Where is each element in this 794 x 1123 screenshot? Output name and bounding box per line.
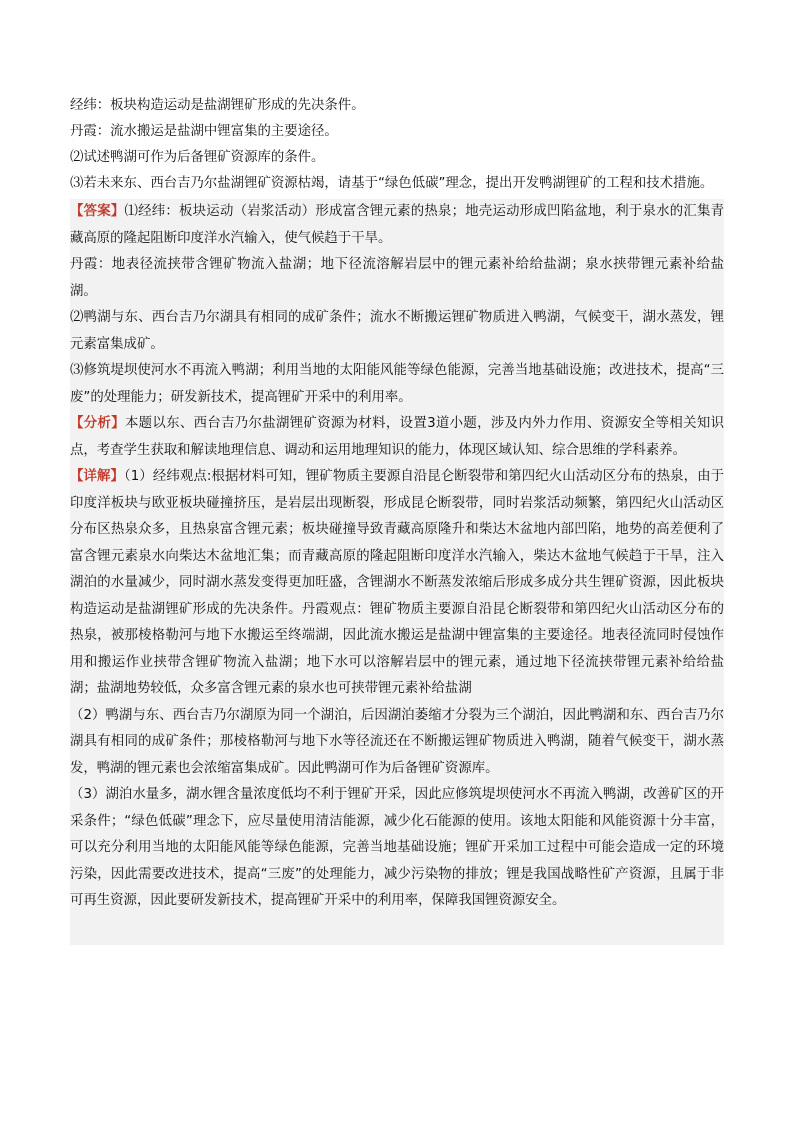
detail-text-1: （1）经纬观点:根据材料可知，锂矿物质主要源自沿昆仑断裂带和第四纪火山活动区分布的热泉，由于印度洋板块与欧亚板块碰撞挤压，是岩层出现断裂，形成昆仑断裂带，同时岩浆活动频繁，第四纪火山活动区分布区热泉众多，且热泉富含锂元素；板块碰撞导致青藏高原隆升和柴达木盆地内部凹陷，地势的高差便利了富含锂元素泉水向柴达木盆地汇集；而青藏高原的隆起阻断印度洋水汽输入，柴达木盆地气候趋于干旱，注入湖泊的水量减少，同时湖水蒸发变得更加旺盛，含锂湖水不断蒸发浓缩后形成多成分共生锂矿资源，因此板块构造运动是盐湖锂矿形成的先决条件。丹霞观点：锂矿物质主要源自沿昆仑断裂带和第四纪火山活动区分布的热泉，被那棱格勒河与地下水搬运至终端湖，因此流水搬运是盐湖中锂富集的主要途径。地表径流同时侵蚀作用和搬运作业挟带含锂矿物流入盐湖；地下水可以溶解岩层中的锂元素，通过地下径流挟带锂元素补给给盐湖；盐湖地势较低，众多富含锂元素的泉水也可挟带锂元素补给盐湖 <box>70 469 725 696</box>
question-3: ⑶若未来东、西台吉乃尔盐湖锂矿资源枯竭，请基于“绿色低碳”理念，提出开发鸭湖锂矿的工程和技术措施。 <box>70 176 714 191</box>
question-2: ⑵试述鸭湖可作为后备锂矿资源库的条件。 <box>70 150 325 165</box>
detail-paragraph-3: （3）湖泊水量多，湖水锂含量浓度低均不利于锂矿开采，因此应修筑堤坝使河水不再流入鸭湖，改善矿区的开采条件；“绿色低碳”理念下，应尽量使用清洁能源，减少化石能源的使用。该地太阳能和风能资源十分丰富，可以充分利用当地的太阳能风能等绿色能源，完善当地基础设施；锂矿开采加工过程中可能会造成一定的环境污染，因此需要改进技术，提高“三废”的处理能力，减少污染物的排放；锂是我国战略性矿产资源，且属于非可再生资源，因此要研发新技术，提高锂矿开采中的利用率，保障我国锂资源安全。 <box>70 787 724 908</box>
answer-paragraph-4: ⑶修筑堤坝使河水不再流入鸭湖；利用当地的太阳能风能等绿色能源，完善当地基础设施；改进技术，提高“三废”的处理能力；研发新技术，提高锂矿开采中的利用率。 <box>70 363 724 405</box>
detail-paragraph-2: （2）鸭湖与东、西台吉乃尔湖原为同一个湖泊，后因湖泊萎缩才分裂为三个湖泊，因此鸭湖和东、西台吉乃尔湖具有相同的成矿条件；那棱格勒河与地下水等径流还在不断搬运锂矿物质进入鸭湖，随着气候变干，湖水蒸发，鸭湖的锂元素也会浓缩富集成矿。因此鸭湖可作为后备锂矿资源库。 <box>70 707 724 776</box>
detail-tag: 【详解】 <box>70 469 124 484</box>
answer-text-1: ⑴经纬：板块运动（岩浆活动）形成富含锂元素的热泉；地壳运动形成凹陷盆地，利于泉水的汇集青藏高原的隆起阻断印度洋水汽输入，使气候趋于干旱。 <box>70 204 725 246</box>
answer-section <box>70 199 724 945</box>
answer-paragraph-3: ⑵鸭湖与东、西台吉乃尔湖具有相同的成矿条件；流水不断搬运锂矿物质进入鸭湖，气候变干，湖水蒸发，锂元素富集成矿。 <box>70 310 724 352</box>
analysis-paragraph <box>70 411 724 464</box>
answer-paragraph-1 <box>70 199 724 252</box>
detail-paragraph-1 <box>70 464 724 703</box>
analysis-tag: 【分析】 <box>70 416 125 431</box>
answer-tag: 【答案】 <box>70 204 125 219</box>
document-page <box>70 93 724 945</box>
question-line-jingwei: 经纬：板块构造运动是盐湖锂矿形成的先决条件。 <box>70 98 365 113</box>
answer-paragraph-2: 丹霞：地表径流挟带含锂矿物流入盐湖；地下径流溶解岩层中的锂元素补给给盐湖；泉水挟带锂元素补给盐湖。 <box>70 257 724 299</box>
question-line-danxia: 丹霞：流水搬运是盐湖中锂富集的主要途径。 <box>70 124 338 139</box>
analysis-text: 本题以东、西台吉乃尔盐湖锂矿资源为材料，设置3道小题，涉及内外力作用、资源安全等相关知识点，考查学生获取和解读地理信息、调动和运用地理知识的能力，体现区域认知、综合思维的学科素养。 <box>70 416 724 458</box>
